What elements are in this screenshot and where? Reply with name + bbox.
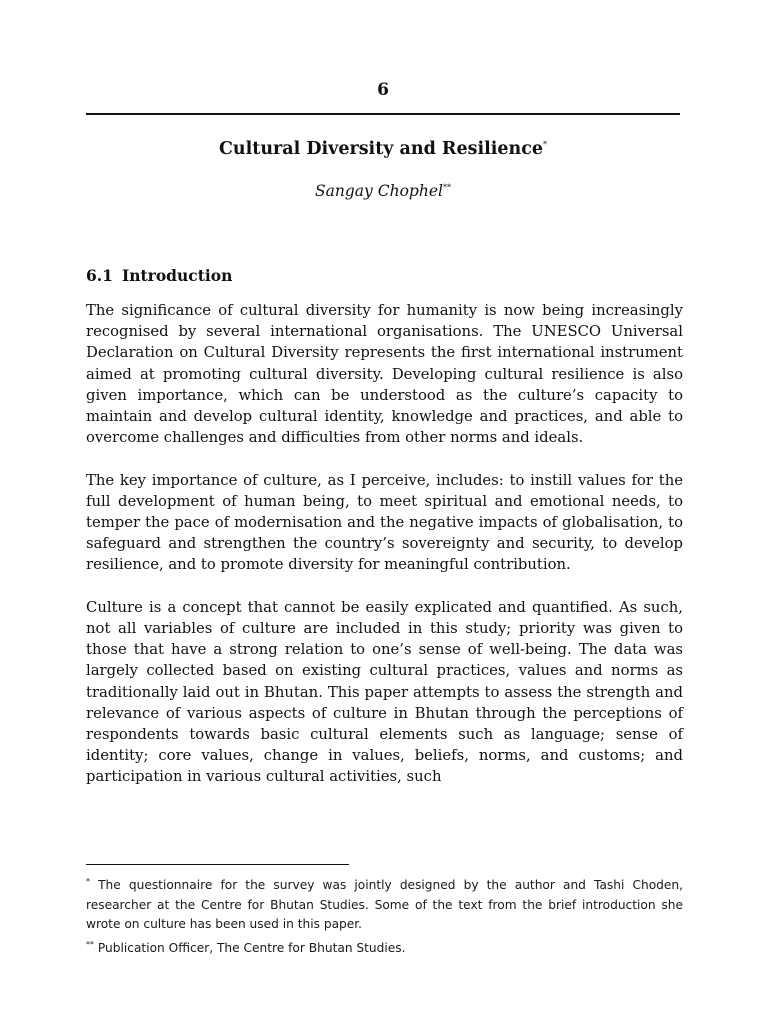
footnote-text: The questionnaire for the survey was jointly designed by the author and Tashi Choden, researcher at the Centre for Bhutan Studies. Some of the text from the brief introduction she wrote on culture has been used in this paper. [86, 878, 683, 932]
title-footnote-marker: * [543, 140, 548, 150]
chapter-number: 6 [377, 80, 389, 100]
footnotes [86, 872, 683, 959]
body-text [86, 300, 683, 809]
footnote [86, 872, 683, 935]
paragraph: The significance of cultural diversity for humanity is now being increasingly recognised by several international organisations. The UNESCO Universal Declaration on Cultural Diversity represents the first international instrument aimed at promoting cultural diversity. Developing cultural resilience is also given importance, which can be understood as the culture’s capacity to maintain and develop cultural identity, knowledge and practices, and able to overcome challenges and difficulties from other norms and ideals. [86, 302, 683, 447]
section-number: 6.1 [86, 266, 113, 285]
footnote-marker: * [86, 877, 90, 886]
footnote [86, 935, 683, 959]
author-footnote-marker: ** [442, 182, 451, 192]
footnote-marker: ** [86, 939, 94, 949]
chapter-title [86, 139, 680, 159]
footnote-text: Publication Officer, The Centre for Bhutan Studies. [97, 940, 406, 955]
footnote-rule [86, 864, 349, 865]
author-name: Sangay Chophel [315, 182, 443, 200]
paragraph: The key importance of culture, as I perceive, includes: to instill values for the full development of human being, to meet spiritual and emotional needs, to temper the pace of modernisation and the negative impacts of globalisation, to safeguard and strengthen the country’s sovereignty and security, to develop resilience, and to promote diversity for meaningful contribution. [86, 471, 683, 574]
section-title: Introduction [122, 266, 233, 285]
chapter-title-text: Cultural Diversity and Resilience [218, 139, 544, 159]
author-line [86, 182, 680, 200]
paragraph: Culture is a concept that cannot be easily explicated and quantified. As such, not all variables of culture are included in this study; priority was given to those that have a strong relation to one’s sense of well-being. The data was largely collected based on existing cultural practices, values and norms as traditionally laid out in Bhutan. This paper attempts to assess the strength and relevance of various aspects of culture in Bhutan through the perceptions of respondents towards basic cultural elements such as language; sense of identity; core values, change in values, beliefs, norms, and customs; and participation in various cultural activities, such [86, 598, 683, 786]
section-heading [86, 266, 232, 285]
chapter-rule [86, 113, 680, 115]
